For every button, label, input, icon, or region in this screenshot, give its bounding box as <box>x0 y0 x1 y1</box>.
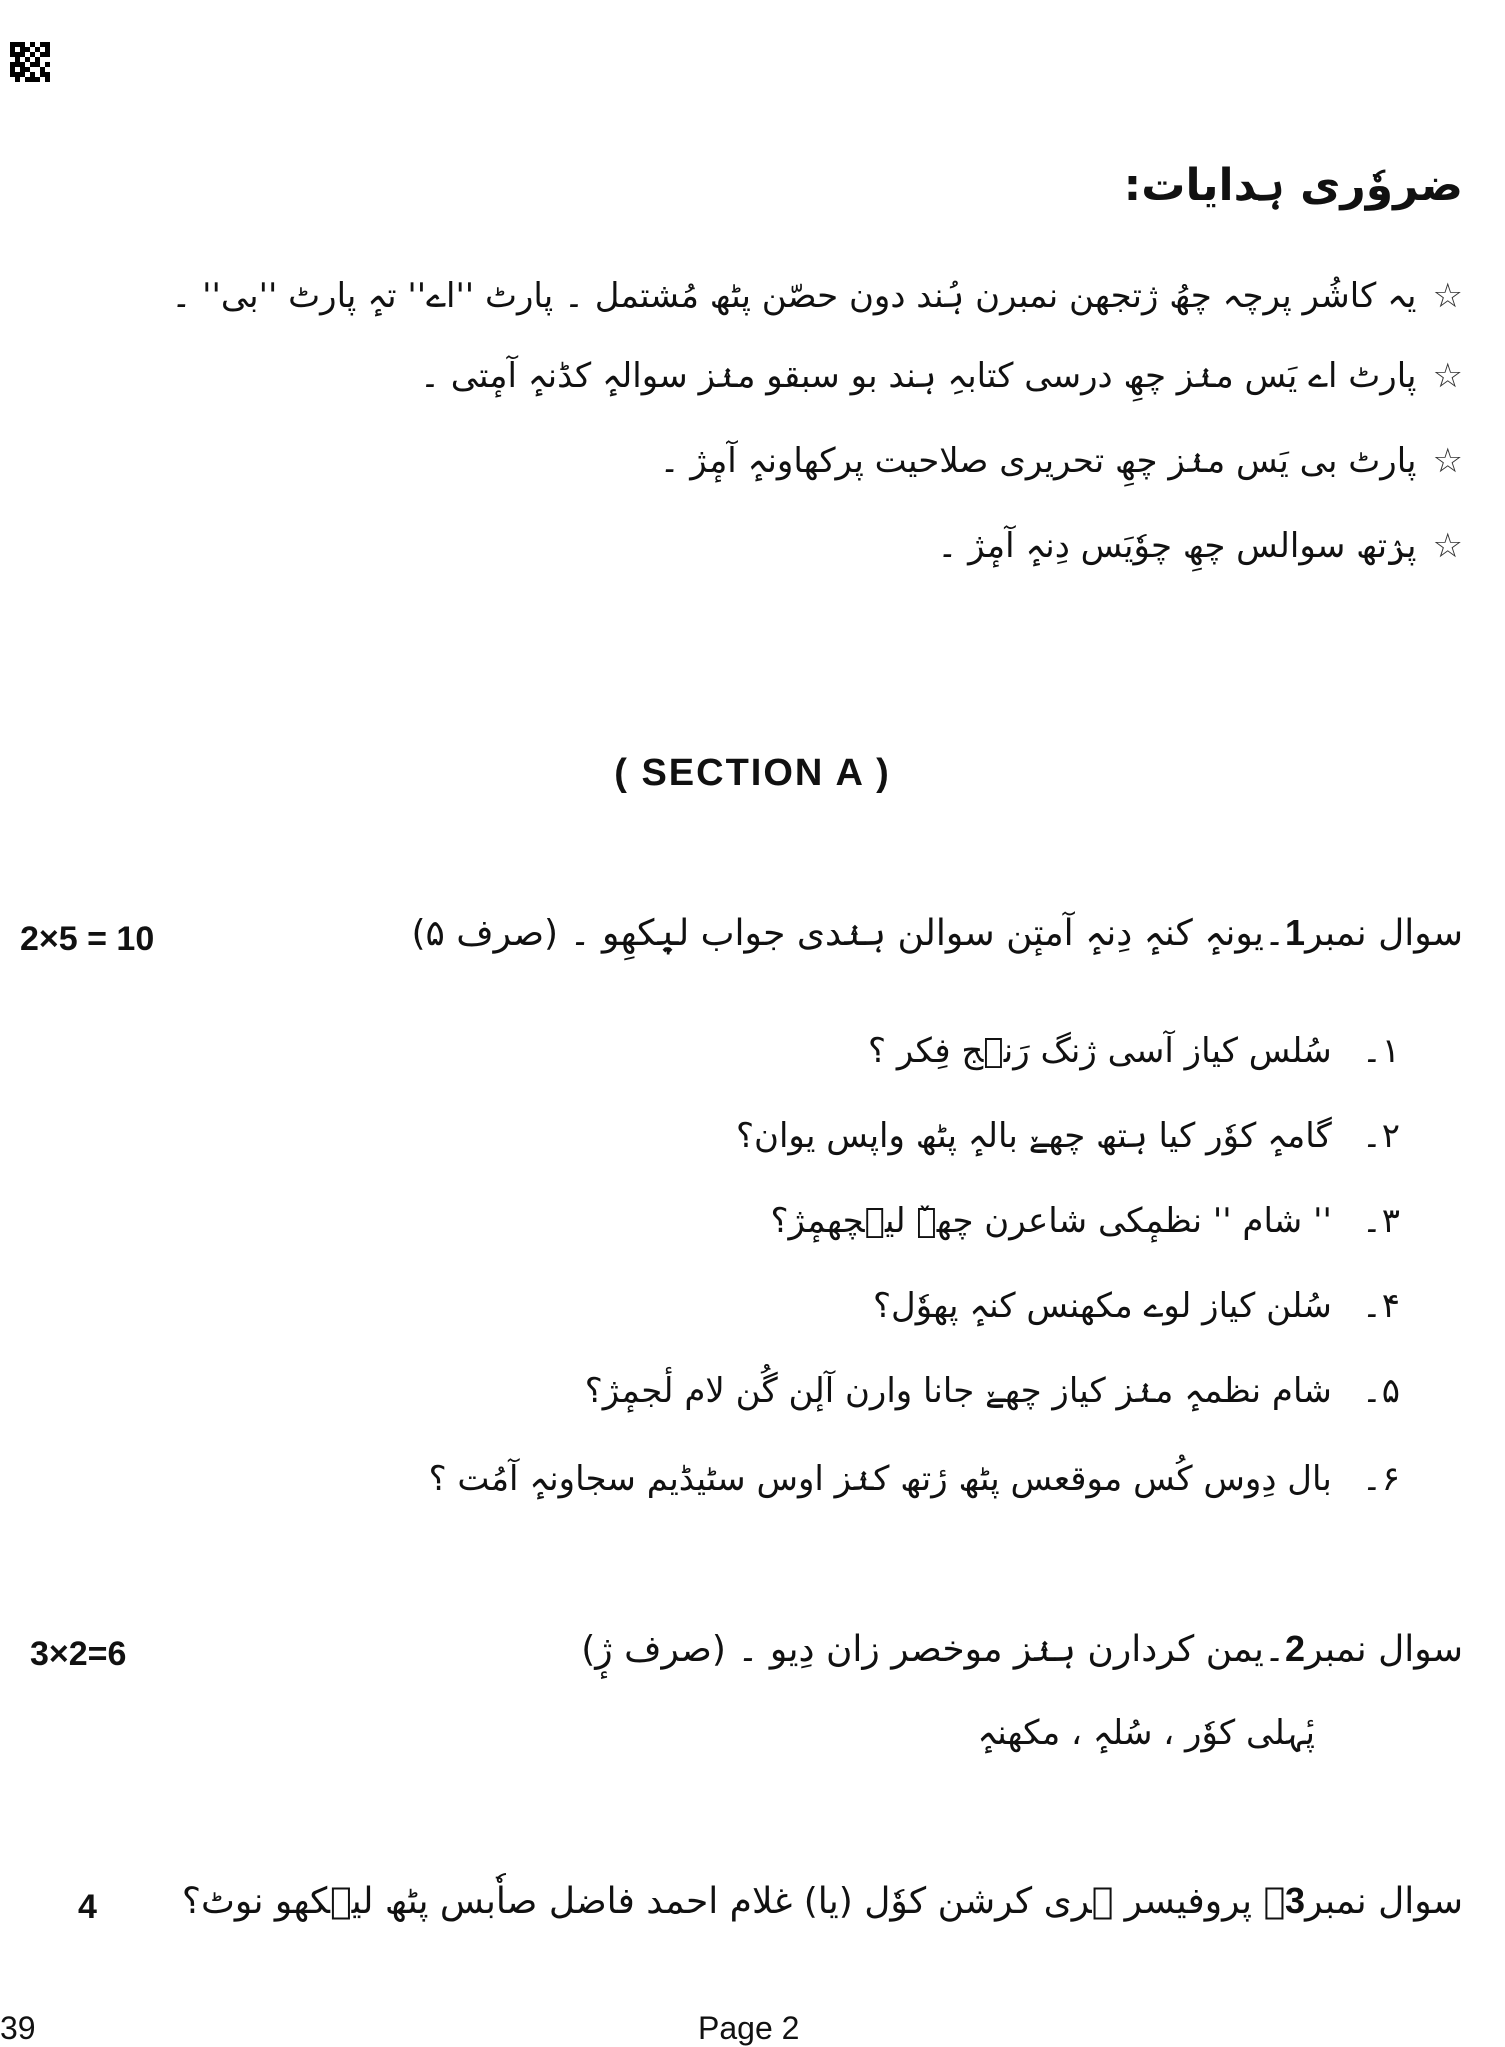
paper-code: 39 <box>0 2010 36 2046</box>
qr-code <box>10 42 50 82</box>
q2-marks: 3×2=6 <box>30 1635 127 1673</box>
star-icon: ☆ <box>1432 526 1463 566</box>
q3-marks: 4 <box>78 1888 97 1926</box>
q1-item: ۶۔بال دِوس کُس موقعس پٹھ رٔتھ کنٛز اوس سٹیڈیم سجاونہٕ آمُت ؟ <box>428 1459 1400 1499</box>
q1-item: ۵۔شام نظمہٕ منٛز کیاز چھےٚ جانا وارن آلٕن گُن لام لٔجمٕژ؟ <box>584 1371 1400 1411</box>
star-icon: ☆ <box>1432 356 1463 396</box>
instruction-item: ☆پارٹ بی یَس منٛز چھِ تحریری صلاحیت پرکھاونہٕ آمٕژ ۔ <box>659 441 1463 481</box>
page-number: Page 2 <box>698 2010 800 2046</box>
star-icon: ☆ <box>1432 441 1463 481</box>
q1-marks: 2×5 = 10 <box>20 920 155 958</box>
q1-item: ۱۔سُلس کیاز آسی ژنگ رَنٛج فِکر ؟ <box>867 1031 1400 1071</box>
q2-names: پٔہلی کوٗر ، سُلہٕ ، مکھنہٕ <box>977 1713 1315 1753</box>
q2-line: سوال نمبر2۔یمن کردارن ہنٛز موخصر زان دِیو ۔ (صرف ژٕ) <box>581 1628 1463 1670</box>
instruction-item: ☆یہ کاشُر پرچہ چھُ ژتجھن نمبرن ہُند دون حصّن پٹھ مُشتمل ۔ پارٹ ''اے'' تہٕ پارٹ ''بی'' ۔ <box>171 276 1463 316</box>
instruction-item: ☆پرٛتھ سوالس چھِ چوٗیَس دِنہٕ آمٕژ ۔ <box>937 526 1463 566</box>
instruction-item: ☆پارٹ اے یَس منٛز چھِ درسی کتابہِ ہند بو سبقو منٛز سوالہٕ کڈنہٕ آمٕتی ۔ <box>419 356 1463 396</box>
q1-line: سوال نمبر1۔یونہٕ کنہٕ دِنہٕ آمتٕن سوالن ہنٛدی جواب لیٖکھِو ۔ (صرف ۵) <box>411 912 1463 954</box>
instructions-heading: ضروٗری ہدایات: <box>1123 160 1463 211</box>
q1-item: ۴۔سُلن کیاز لوے مکھنس کنہٕ پھوٗل؟ <box>872 1286 1400 1326</box>
q3-line: سوال نمبر3۔ پروفیسر ہری کرشن کوٗل (یا) غلام احمد فاضل صاٗبس پٹھ لیٖکھو نوٹ؟ <box>181 1880 1463 1922</box>
q1-item: ۲۔گامہٕ کوٗر کیا ہتھ چھےٚ بالہٕ پٹھ واپس یوان؟ <box>735 1116 1400 1156</box>
q1-item: ۳۔'' شام '' نظمٕکی شاعرن چھےٚ لیٖچھمٕژ؟ <box>770 1201 1400 1241</box>
section-title: ( SECTION A ) <box>614 752 891 794</box>
star-icon: ☆ <box>1432 276 1463 316</box>
